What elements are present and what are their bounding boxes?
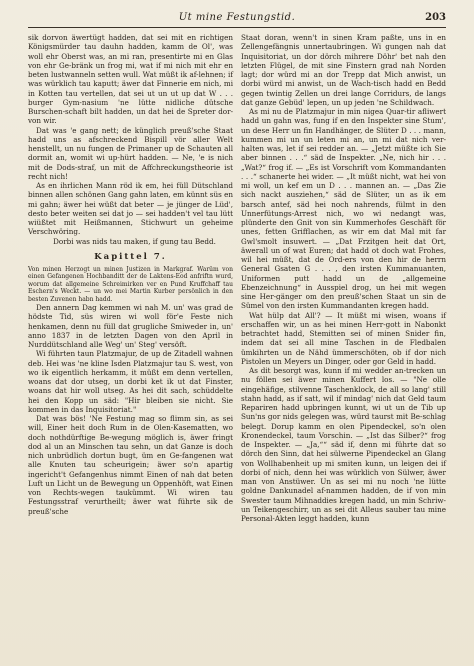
page-number: 203 [425, 12, 446, 23]
paragraph: Dorbi was nids tau maken, if gung tau Bedd. [53, 236, 216, 246]
chapter-heading: Kapittel 7. [94, 251, 167, 262]
left-column [28, 33, 233, 516]
paragraph: Wat hülp dat All'? — It müßt mi wisen, woans if erschaffen wir, un as hei minen Herr-gott in Nabonkt betrachtet hadd, Stemitten sei of minen Snider fin, indem dat sei all mine Taschen in de Fledbalen ümkihrten un de Nähd ümmerschöten, ob if dor nich Pistolen un Meyers un Dinger, oder gor Geld in hadd. [241, 310, 446, 366]
running-title: Ut mine Festungstid. [178, 12, 296, 23]
paragraph: As mi nu de Platzmajur in min nigea Quar-tir afliwert hadd un gahn was, fung if en den Inspekter sine Stum', un dese Herr un fin Handhänger, de Slüter D . . . mann, kummen mi un un leten mi an, un mi dat nich ver-halten was, let if sei redder an. — „Jetzt müßte ich Sie aber binnen . . .“ säd de Inspekter. „Ne, nich hir . . . „Wat?“ frog if. — „Es ist Vorschrift vom Kommandanten . . .“ schanerte hei wider. — „It müßt nicht, wat hei von mi woll, un kef em un D . . . mannen an. — „Das Zie sich nackt ausziehen,“ säd de Slüter, un as ik em barsch antef, säd hei noch nahrends, fülmt in den Unnerfütungs-Arrest nich, wo wi nedangt was, plünderte den Gnit von sin Kummerhofes Geschäft för unes, fetten Grifflachen, as wir em dat Mal mit far Gwl'smolt insuwert. — „Dat Frzitgen heit dat Ort, äwerall un of wat Euren; dat hadd ot doch wat Frohes, wil hei müßt, dat de Ord-ers von den hir de herrn General Gsaten G . . . , den irsten Kummanuanten, Uniformen putt hadd un de „allgemeine Ebenzeichnung“ in Ausspiel drog, un hei mit wegen sine Her-gänger om den preuß'schen Staat un sin de Sümel von den irsten Kummandanten kregen hadd. [241, 107, 446, 311]
paragraph: Dat was 'e gang nett; de künglich preuß'sche Staat hadd uns as afschreckend Bispill vör aller Welt henstellt, un nu fungen de Primaner up de Schauten all dormit an, womit wi up-hürt hadden. — Ne, 'e is nich mit de Dods-straf, un mit de Affchreckungstheorie ist recht nich! [28, 125, 233, 181]
paragraph: Staat doran, wenn't in sinen Kram paßte, uns in en Zellengefängnis unnertaubringen. Wi gungen nah dat Inquisitoriat, un dor dörch mihrere Döhr' bet nah den letzten Flügel, de mit sine Finstern grad nah Norden lagt; dor würd mi an dor Trepp dat Mich anwist, un dorbi würd mi anwist, un de Wach-tisch hadd en Bedd gegen twintig Zellen un drei lange Corridurs, de langs dat ganze Gebüd' lepen, un up jeden 'ne Schildwach. [241, 33, 446, 107]
running-header [28, 12, 446, 26]
chapter-summary: Von minen Herzogt un minen Justizen in Markgraf. Warüm von einen Gefangenen Hochbanditt der de Laktens-Eod anfriftn wurd, worum dat allgemeine Schreimirken ver en Pund Kruffchaff tau Eschern's Weckt. — un wo mei Martin Kurber persönlich in den besten Zuvenen habn hadd. [28, 266, 233, 303]
right-column [241, 33, 446, 523]
paragraph: As en ihrlichen Mann röd ik em, hei füll Dütschland binnen allen schönen Gang gahn laten, em künnt süs en mi gahn; äwer hei wüßt dat beter — je jünger de Lüd', desto beter weiten sei dat jo — sei hadden't vel tau lütt wiüßtet mit Heißmannen, Stichwurt un geheime Verschwöring. [28, 181, 233, 237]
paragraph: Den annern Dag kemmen wi nah M. un' was grad de hödste Tid, süs wiren wi woll för'e Feste nich henkamen, denn nu füll dat grugliche Smiweder in, un' anno 1837 in de letzten Dagen von den April in Nurddütschland alle Weg' un' Steg' versöft. [28, 303, 233, 350]
paragraph: Wi führten taun Platzmajur, de up de Zitadell wahnen deb. Hei was 'ne kline Isden Platzmajur tau S. west, von wo ik eigentlich herkamm, it müßt em denn vertellen, woans dat dor utseg, un dorbi ket ik ut dat Finster, woans dat hir woll utseg. As hei dit sach, schüddelte hei den Kopp un säd: "Hir bleiben sie nicht. Sie kommen in das Inquisitoriat." [28, 349, 233, 414]
paragraph: As dit besorgt was, kunn if mi wedder an-trecken un nu föllen sei äwer minen Kuffert los. — "Ne olle eingehäfige, stilvenne Taschenklock, de all so lang' still stahn hadd, as if satt, wil if mindag' nich dat Geld taum Repariren hadd upbringen kunnt, wi ut un de Tib up Sun'ns gor nids gelegen was, würd taurst mit Be-schlag belegt. Dorup kamm en olen Pipendeckel, so'n olen Kronendeckel, taum Vorschin. — „Ist das Silber?“ frog de Inspekter. — „Ja,““ säd if, denn mi führte dat so dörch den Sinn, dat hei sülwerne Pipendeckel an Glang von Wollhabenheit up mi smiten kunn, un leigen dei if dorbi of nich, denn hei was würklich von Sülwer, äwer man von Anstüwer. Un as sei mi nu noch 'ne lütte goldne Dankunadel af-nammen hadden, de if von min Swester taum Mihnaddies kregen hadd, un min Schriw- un Teikengeschirr, un as sei dit Alleus sauber tau mine Personal-Akten leggt hadden, kunn [241, 366, 446, 523]
paragraph: sik dorvon äwertügt hadden, dat sei mit en richtigen Königsmürder tau dauhn hadden, kamm de Ol', was woll ehr Oberst was, an mi ran, presentirte mi en Glas von ehr Ge-bränk un frog mi, wat if mi nich mit ehr en beten lustwanneln setten wull. Wat müßt ik af-lehnen; if was würklich tau kaputt; äwer dat Finnerie em nich, mi in Kotten tau vertellen, dat sei ut un ut up dat W . . . burger Gym-nasium 'ne lütte nidliche dütsche Burschen-schaft bilt hadden, un dat hei de Spreter dor-von wir. [28, 33, 233, 126]
paragraph: Dat was bös! 'Ne Festung mag so flimm sin, as sei will, Einer heit doch Rum in de Olen-Kasematten, wo doch nothdürftige Be-wegung möglich is, äwer fringt dod al un an Minschen tau sehn, un dat Ganze is doch nich unbrüdlich dortun bugt, üm en Ge-fangenen wat alle Knuten tau scheurigein; äwer so'n apartig ingericht't Gefangenhus nimmt Einen of nah dat beten Luft un Licht un de Bewegung un Oppenhöft, wat Einen von Rechts-wegen taukümmt. Wi wiren tau Festungsstraf verurtheilt; äwer wat führte sik de preuß'sche [28, 414, 233, 516]
header-rule [28, 27, 446, 28]
